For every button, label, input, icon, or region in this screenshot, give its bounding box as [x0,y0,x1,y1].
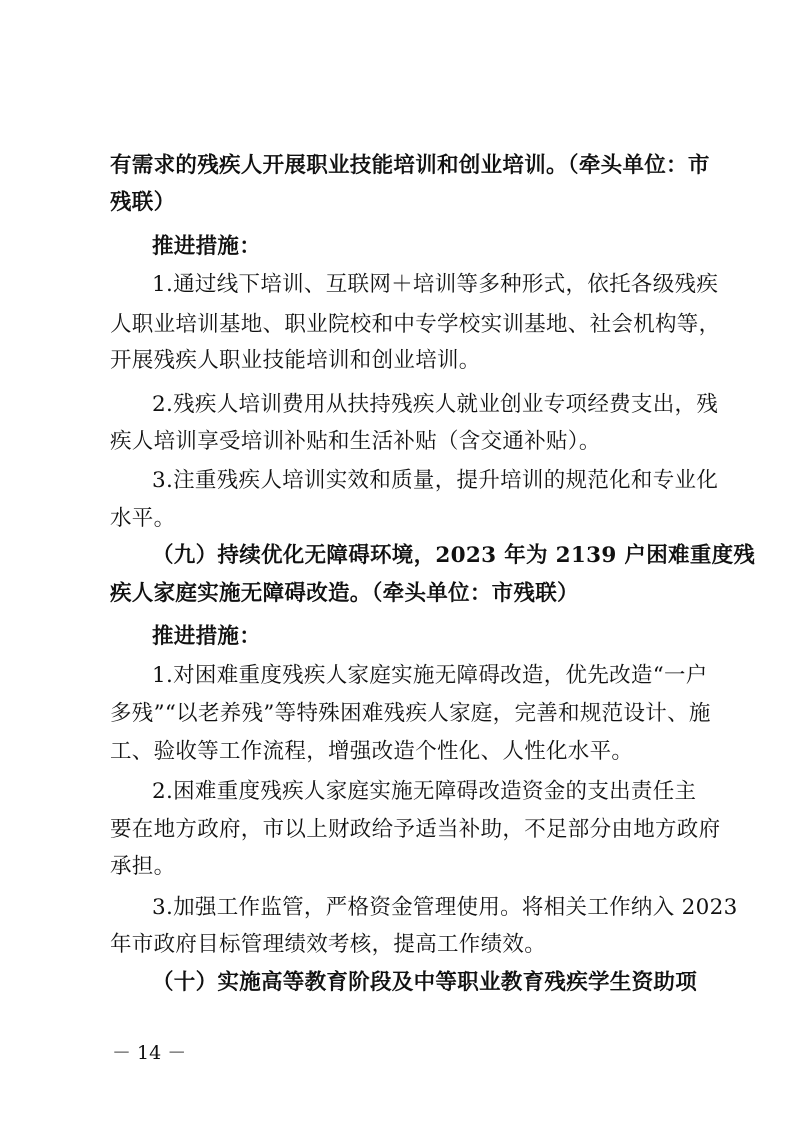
text-line: 2.困难重度残疾人家庭实施无障碍改造资金的支出责任主 [152,779,697,804]
section-heading: （十）实施高等教育阶段及中等职业教育残疾学生资助项 [152,970,698,995]
section-heading: 推进措施： [152,234,262,259]
text-line: 开展残疾人职业技能培训和创业培训。 [110,348,481,373]
text-line: 3.注重残疾人培训实效和质量，提升培训的规范化和专业化 [152,468,719,493]
text-line: 3.加强工作监管，严格资金管理使用。将相关工作纳入 2023 [152,895,738,920]
page-number: － 14 － [112,1042,187,1064]
text-line: 疾人培训享受培训补贴和生活补贴（含交通补贴）。 [110,429,601,454]
text-line: 承担。 [110,854,176,879]
text-line: 1.通过线下培训、互联网＋培训等多种形式，依托各级残疾 [152,272,719,297]
text-line: 有需求的残疾人开展职业技能培训和创业培训。（牵头单位：市 [110,153,710,178]
section-heading: （九）持续优化无障碍环境，2023 年为 2139 户困难重度残 [152,543,756,568]
section-heading: 疾人家庭实施无障碍改造。（牵头单位：市残联） [110,581,579,606]
text-line: 年市政府目标管理绩效考核，提高工作绩效。 [110,932,547,957]
text-line: 水平。 [110,506,176,531]
text-line: 残联） [110,190,176,215]
section-heading: 推进措施： [152,624,262,649]
text-line: 工、验收等工作流程，增强改造个性化、人性化水平。 [110,739,634,764]
text-line: 1.对困难重度残疾人家庭实施无障碍改造，优先改造“一户 [152,663,708,688]
text-line: 要在地方政府，市以上财政给予适当补助，不足部分由地方政府 [110,817,721,842]
text-line: 多残”“以老养残”等特殊困难残疾人家庭，完善和规范设计、施 [110,701,711,726]
text-line: 人职业培训基地、职业院校和中专学校实训基地、社会机构等， [110,312,721,337]
text-line: 2.残疾人培训费用从扶持残疾人就业创业专项经费支出，残 [152,392,719,417]
